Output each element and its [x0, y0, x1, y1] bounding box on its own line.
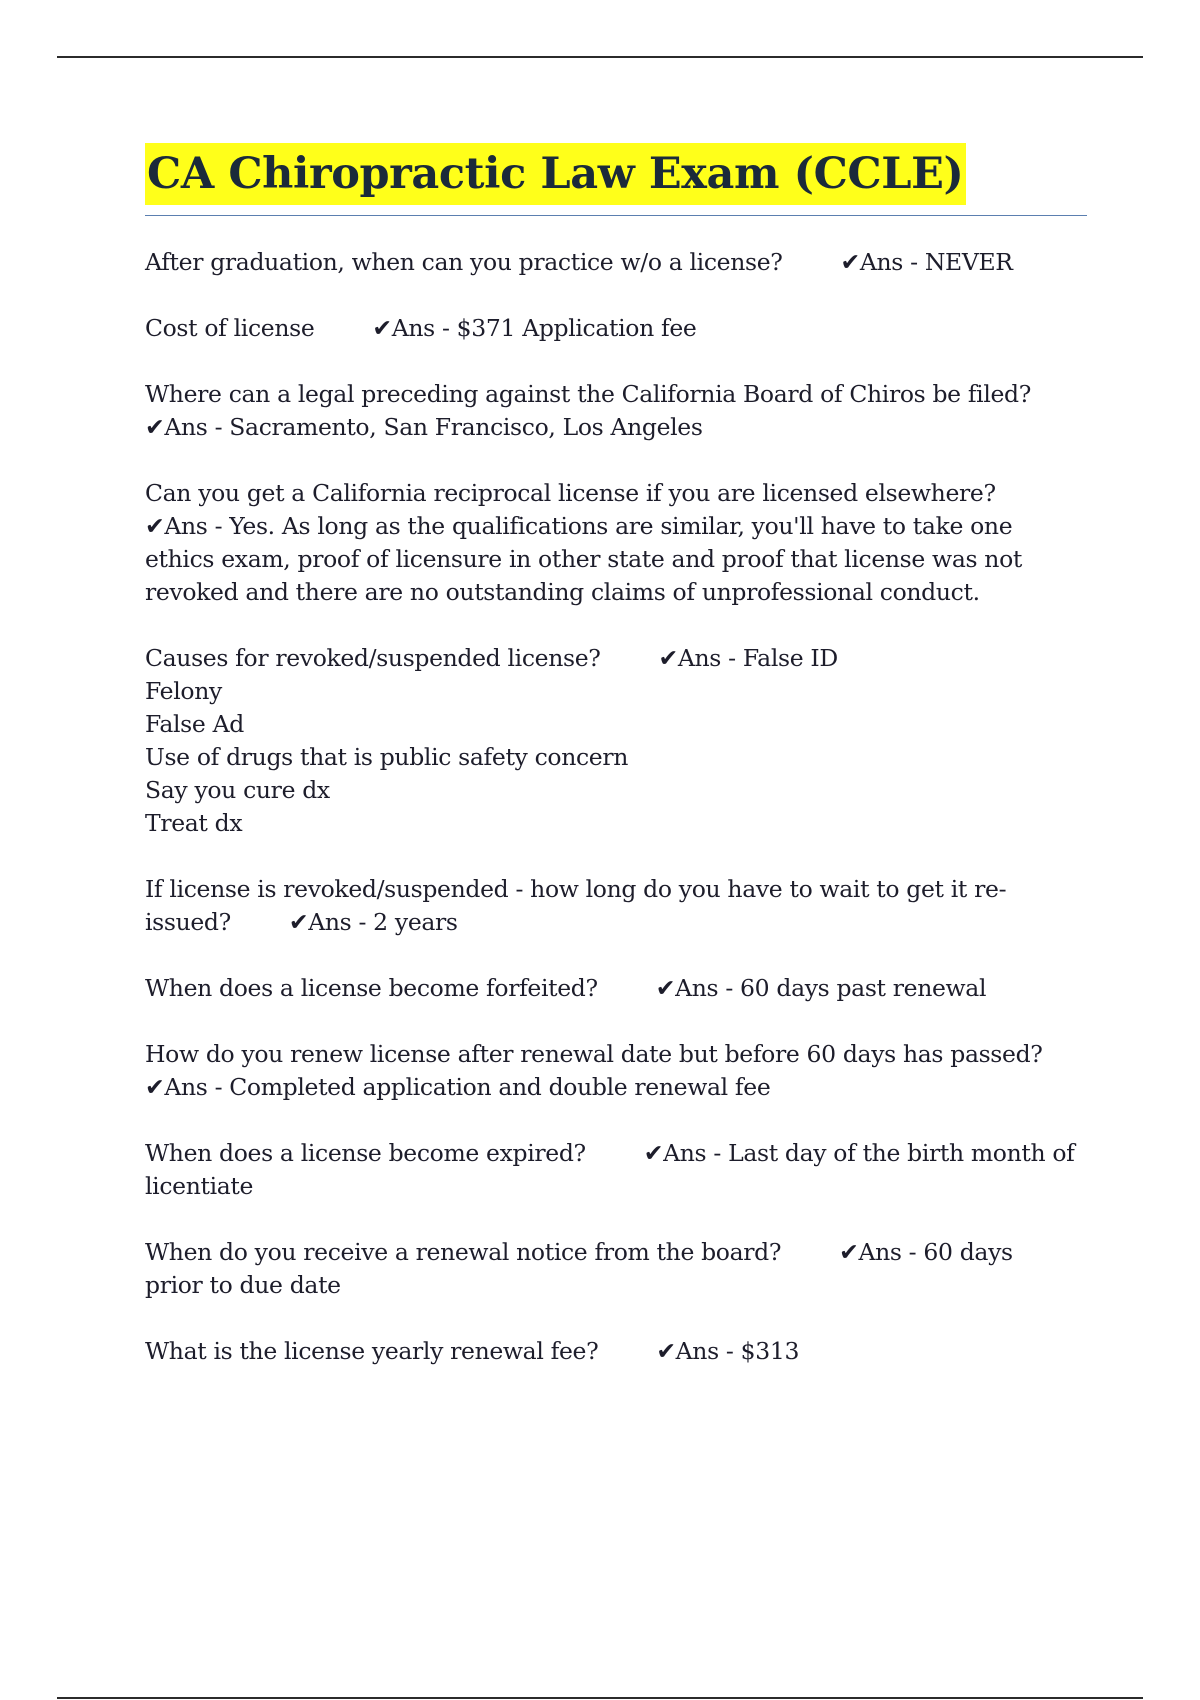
answer-text: Last day of the birth month of licentiate: [145, 1139, 1075, 1200]
answer-line: Treat dx: [145, 809, 243, 837]
bottom-rule: [57, 1697, 1143, 1699]
answer-text: Yes. As long as the qualifications are similar, you'll have to take one ethics exam, proof of licensure in other state and proof that license was not revoked and there are no outstanding claims of unprofessional conduct.: [145, 512, 1022, 606]
answer-line: Use of drugs that is public safety concern: [145, 743, 629, 771]
answer-marker: ✔Ans -: [145, 512, 230, 540]
answer-marker: ✔Ans -: [643, 1139, 729, 1167]
answer-marker: ✔Ans -: [658, 644, 743, 672]
question-text: How do you renew license after renewal date but before 60 days has passed?: [145, 1040, 1043, 1068]
qa-item: [145, 972, 1075, 1005]
answer-marker: ✔Ans -: [145, 1073, 230, 1101]
title-block: [145, 143, 1087, 216]
answer-marker: ✔Ans -: [288, 908, 374, 936]
question-text: Cost of license: [145, 314, 315, 342]
qa-list: [145, 246, 1075, 1401]
answer-text: $371 Application fee: [456, 314, 697, 342]
question-text: Can you get a California reciprocal license if you are licensed elsewhere?: [145, 479, 996, 507]
answer-text: Sacramento, San Francisco, Los Angeles: [229, 413, 703, 441]
qa-item: [145, 642, 1075, 840]
answer-text: 60 days past renewal: [740, 974, 987, 1002]
answer-marker: ✔Ans -: [655, 974, 741, 1002]
answer-marker: ✔Ans -: [145, 413, 230, 441]
page-title: CA Chiropractic Law Exam (CCLE): [145, 143, 966, 205]
answer-line: Say you cure dx: [145, 776, 330, 804]
question-text: When do you receive a renewal notice from the board?: [145, 1238, 782, 1266]
qa-item: [145, 378, 1075, 444]
qa-item: [145, 246, 1075, 279]
answer-marker: ✔Ans -: [656, 1337, 741, 1365]
qa-item: [145, 312, 1075, 345]
question-text: When does a license become expired?: [145, 1139, 586, 1167]
qa-item: [145, 1236, 1075, 1302]
answer-text: NEVER: [924, 248, 1013, 276]
qa-item: [145, 477, 1075, 609]
answer-text: $313: [740, 1337, 800, 1365]
answer-line: False Ad: [145, 710, 244, 738]
question-text: If license is revoked/suspended - how long do you have to wait to get it re-issued?: [145, 875, 1007, 936]
qa-item: [145, 1335, 1075, 1368]
answer-marker: ✔Ans -: [839, 1238, 924, 1266]
qa-item: [145, 1137, 1075, 1203]
top-rule: [57, 56, 1143, 58]
answer-text: 60 days prior to due date: [145, 1238, 1013, 1299]
answer-marker: ✔Ans -: [372, 314, 457, 342]
question-text: After graduation, when can you practice w/o a license?: [145, 248, 783, 276]
answer-line: Felony: [145, 677, 222, 705]
answer-marker: ✔Ans -: [840, 248, 925, 276]
answer-text: Completed application and double renewal fee: [229, 1073, 771, 1101]
question-text: What is the license yearly renewal fee?: [145, 1337, 599, 1365]
answer-text: False ID: [742, 644, 838, 672]
question-text: Causes for revoked/suspended license?: [145, 644, 601, 672]
qa-item: [145, 1038, 1075, 1104]
question-text: When does a license become forfeited?: [145, 974, 598, 1002]
qa-item: [145, 873, 1075, 939]
question-text: Where can a legal preceding against the California Board of Chiros be filed?: [145, 380, 1031, 408]
answer-text: 2 years: [373, 908, 458, 936]
